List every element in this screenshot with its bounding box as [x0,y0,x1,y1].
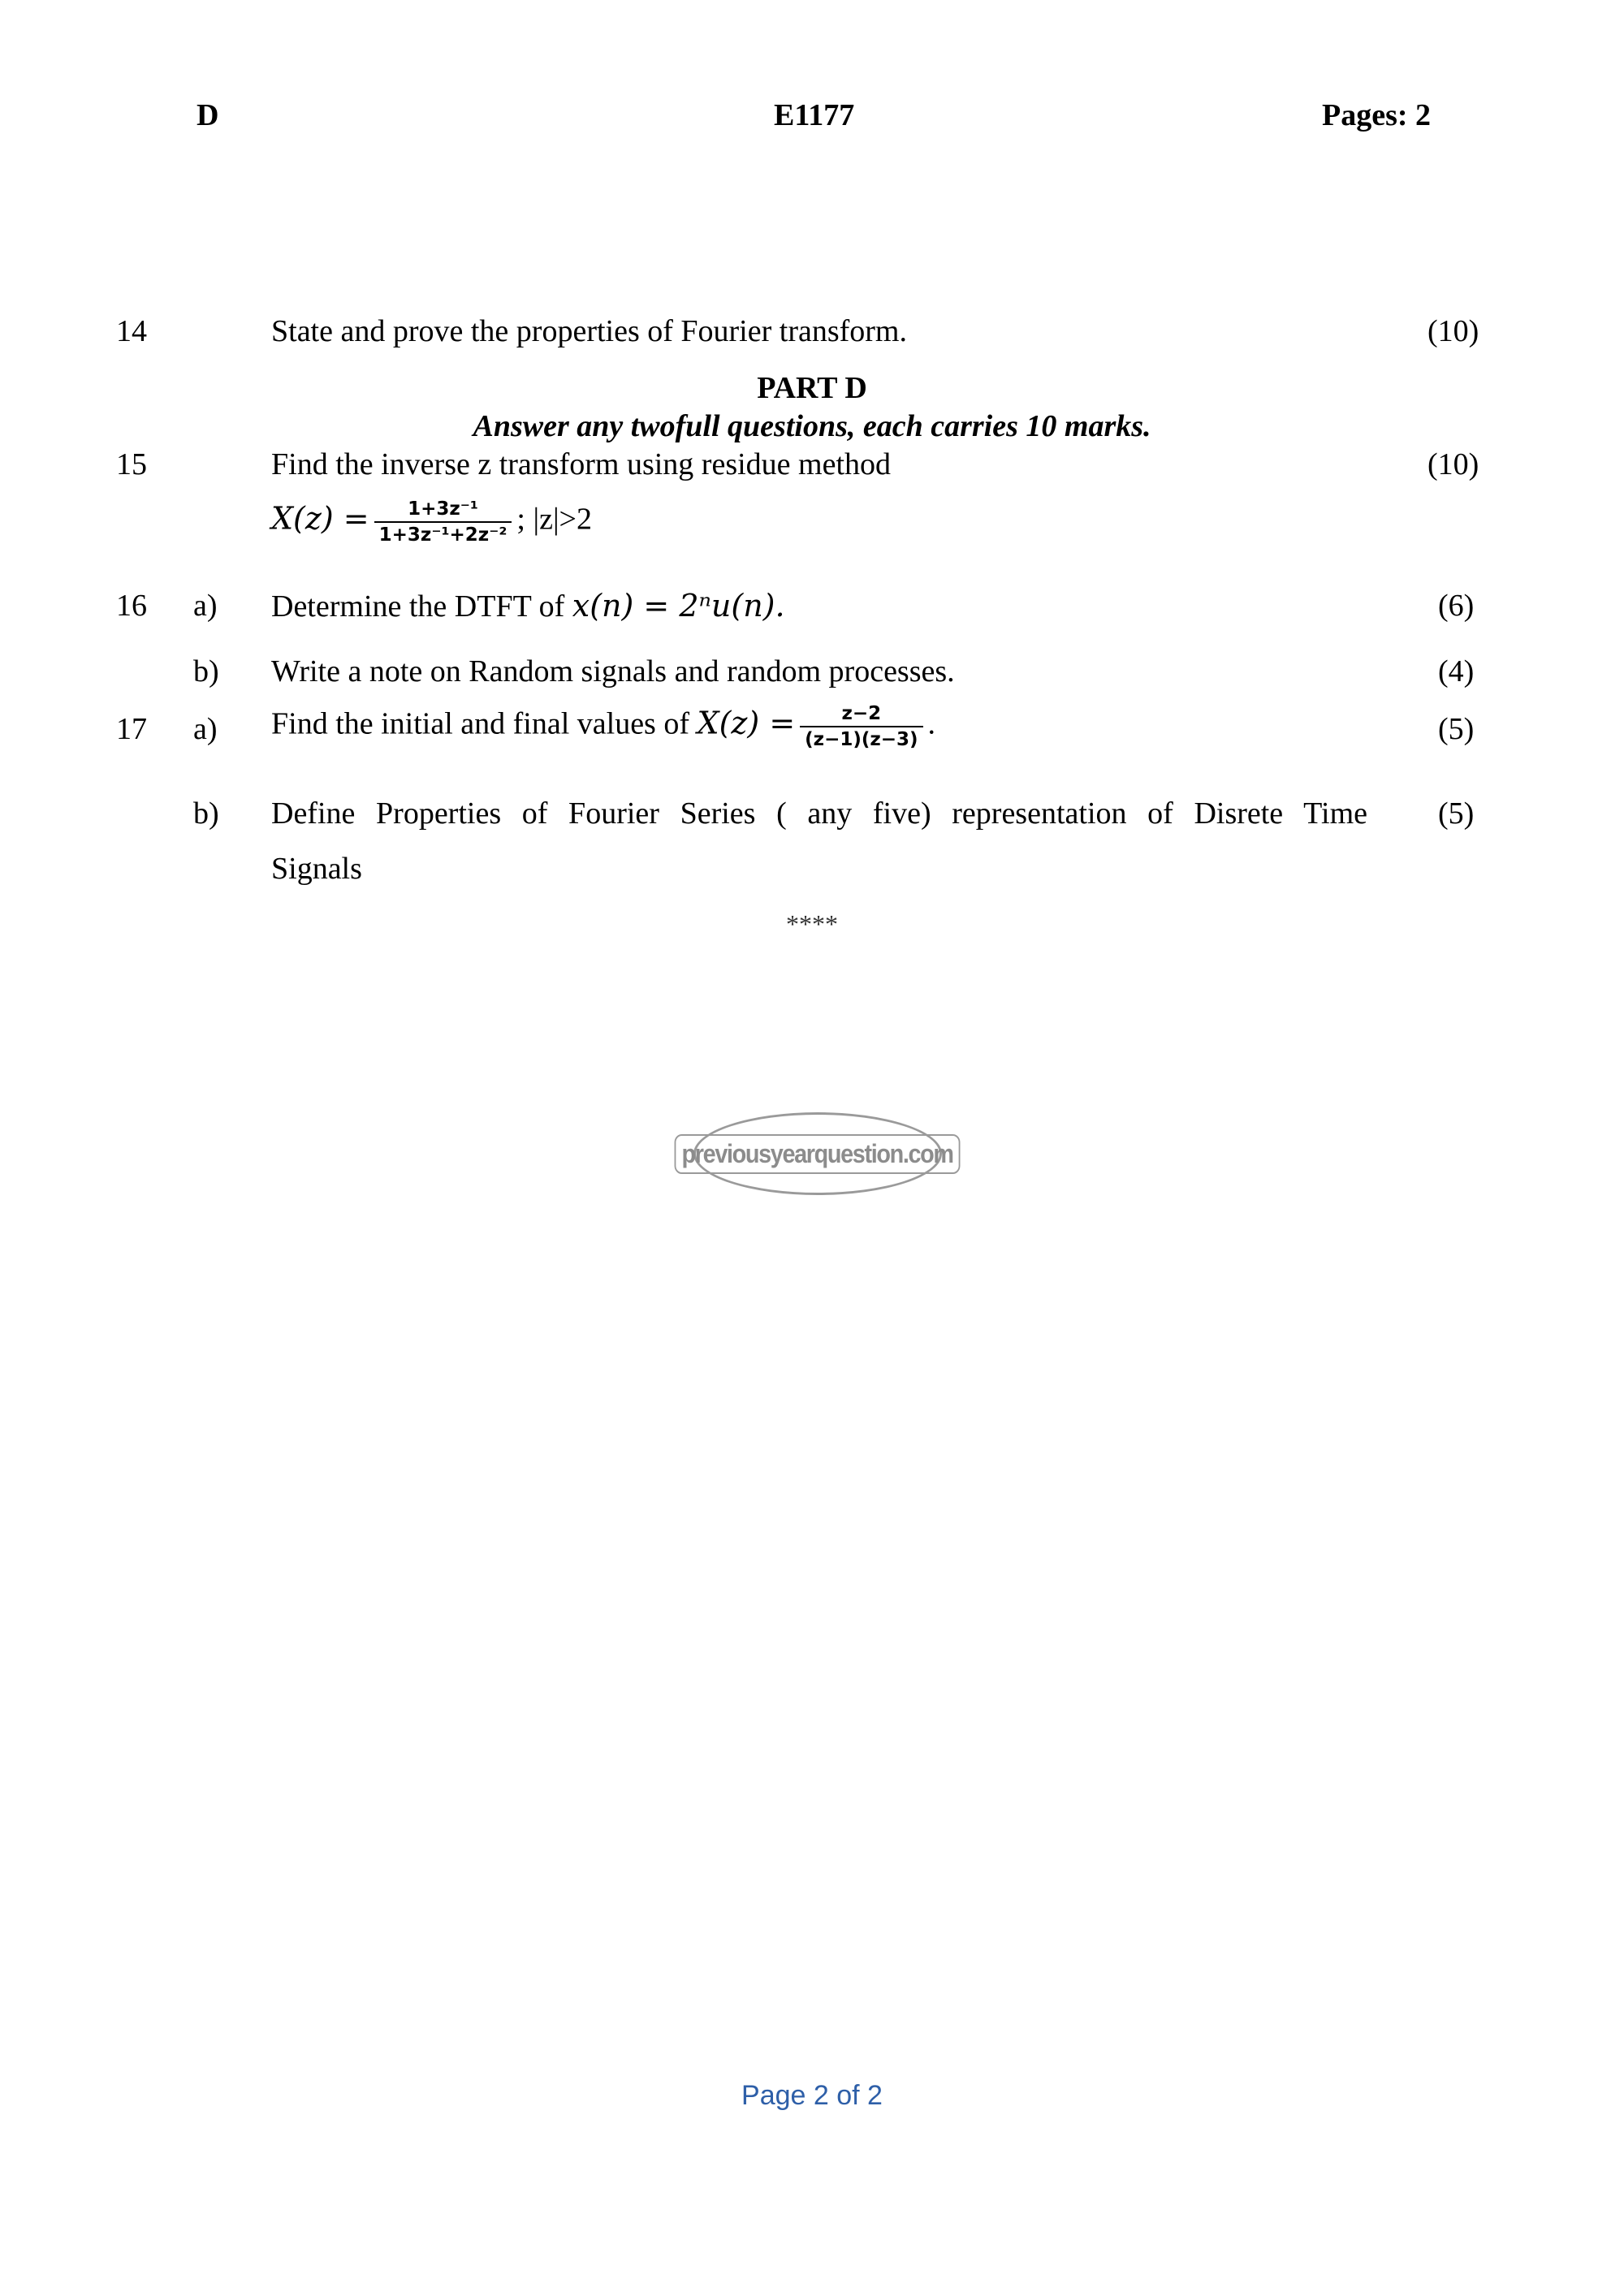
question-17a-prompt: Find the initial and final values of [271,706,690,741]
fraction-numerator: 1+3z⁻¹ [408,498,478,520]
question-16b-text: Write a note on Random signals and random processes. [271,654,955,688]
header-paper-code: E1177 [774,98,855,132]
fraction-numerator: z−2 [841,703,882,724]
question-14-text: State and prove the properties of Fourier transform. [271,314,907,348]
question-17b-marks: (5) [1438,796,1475,831]
question-16b-marks: (4) [1438,654,1475,688]
formula-fraction [374,498,512,546]
question-16b-label: b) [193,654,219,688]
question-14-marks: (10) [1427,314,1479,348]
formula-lhs: X(z) = [697,705,796,741]
question-15-text: Find the inverse z transform using residue method [271,447,892,481]
question-17b-label: b) [193,796,219,831]
question-16a-prompt: Determine the DTFT of [271,589,565,624]
question-number-17: 17 [116,712,147,746]
formula-lhs: X(z) = [271,500,369,537]
question-16a-label: a) [193,589,218,623]
formula-end: . [927,706,936,741]
header-section-code: D [197,98,219,132]
question-16a-formula: x(n) = 2ⁿu(n). [572,588,785,624]
formula-fraction [800,703,922,750]
fraction-denominator: 1+3z⁻¹+2z⁻² [374,521,512,546]
fraction-denominator: (z−1)(z−3) [800,726,922,750]
watermark-text: previousyearquestion.com [675,1134,961,1174]
question-17a-marks: (5) [1438,712,1475,746]
question-17b-line1: Define Properties of Fourier Series ( any five) representation of Disrete Time [271,796,1367,831]
header-page-count: Pages: 2 [1322,98,1432,132]
question-17a-label: a) [193,712,218,746]
part-title: PART D [757,371,867,405]
end-mark: **** [786,909,838,939]
question-16a-text [271,588,785,624]
part-instruction: Answer any twofull questions, each carries 10 marks. [473,409,1151,443]
formula-condition: ; |z|>2 [516,502,592,537]
question-17a-text [271,703,935,750]
question-15-formula [271,498,592,546]
question-number-16: 16 [116,589,147,623]
question-number-15: 15 [116,447,147,481]
page-footer: Page 2 of 2 [741,2080,883,2111]
question-15-marks: (10) [1427,447,1479,481]
question-17b-line2: Signals [271,852,362,886]
question-16a-marks: (6) [1438,589,1475,623]
watermark-logo [681,1112,954,1195]
question-number-14: 14 [116,314,147,348]
